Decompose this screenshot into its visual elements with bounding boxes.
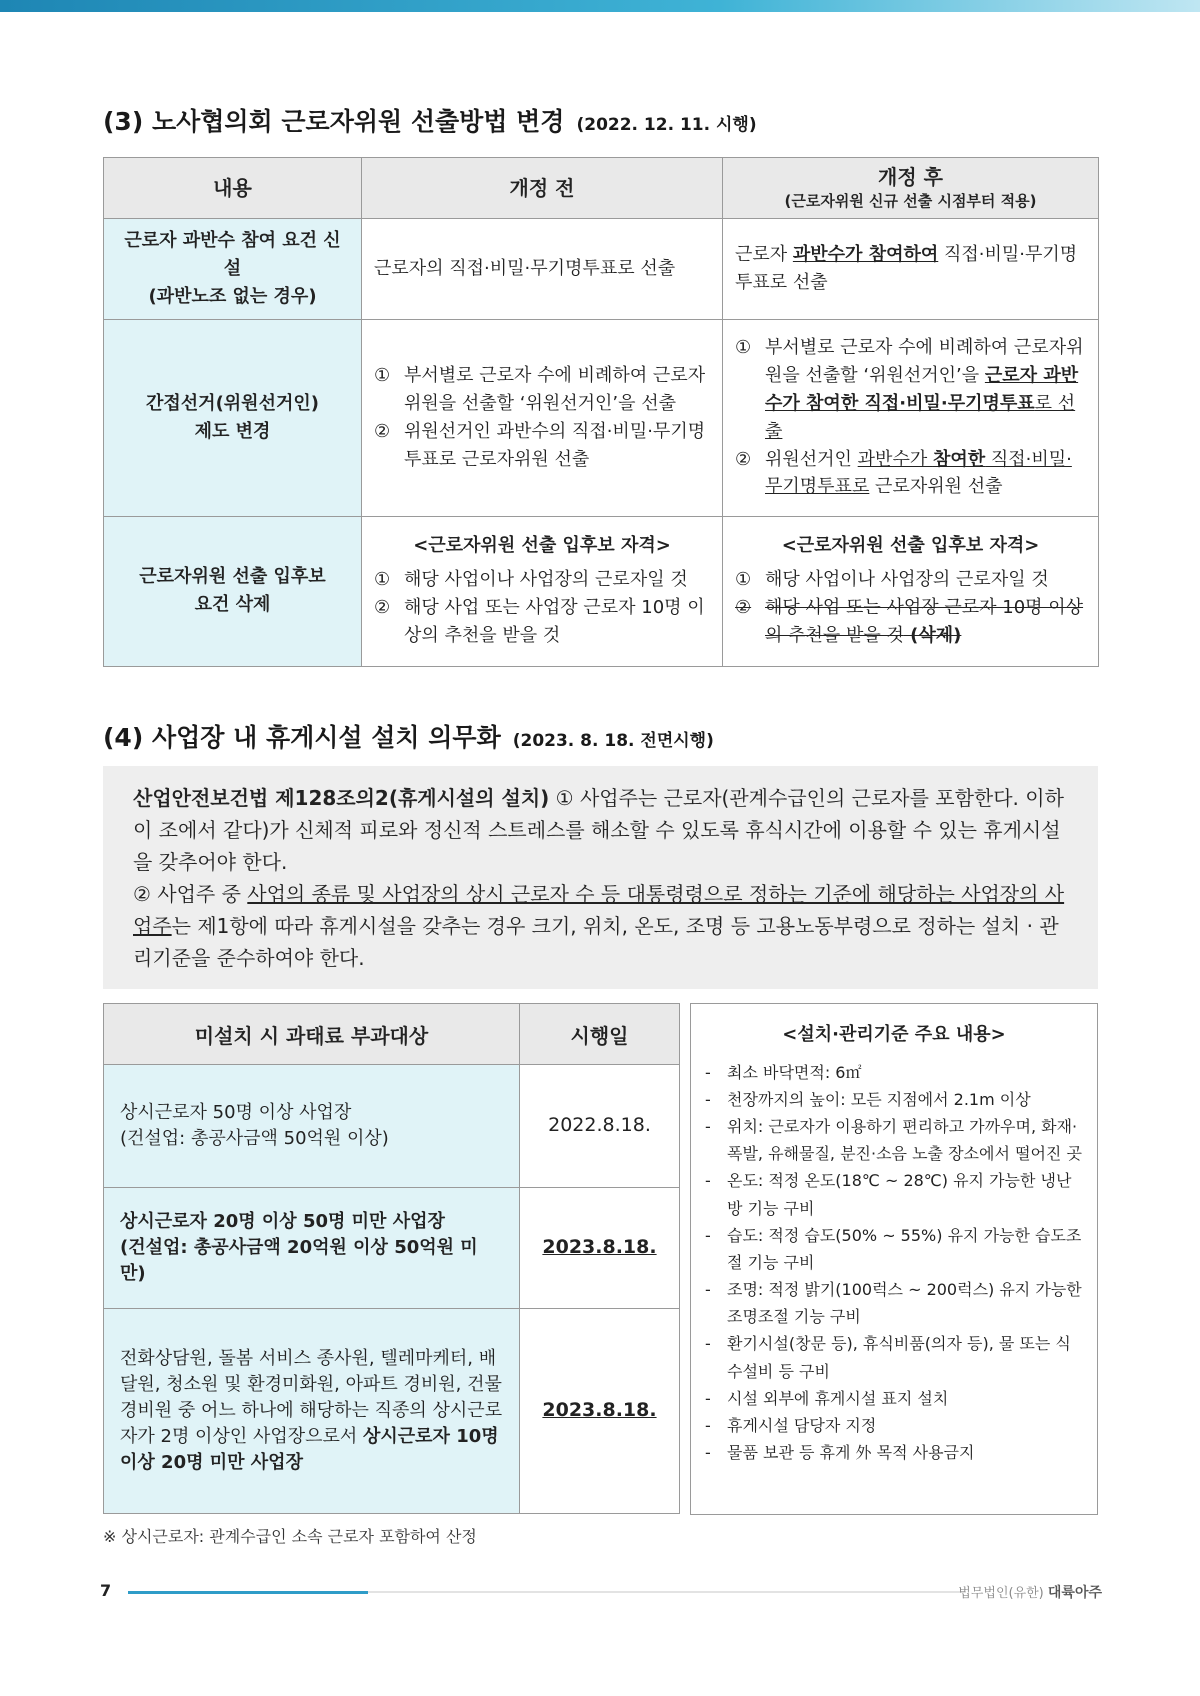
law-excerpt-box — [103, 766, 1098, 989]
target-cell — [104, 1188, 520, 1309]
row-label-line: 제도 변경 — [194, 420, 271, 442]
emphasis-text: 근로자 과반수가 참여한 직접·비밀·무기명투표 — [765, 364, 1079, 414]
table-header-row — [104, 1004, 680, 1065]
list-number: ② — [735, 597, 752, 619]
footer-line — [128, 1591, 966, 1593]
dash-bullet: - — [705, 1225, 711, 1245]
list-text: 해당 사업 또는 사업장 근로자 10명 이상의 추천을 받을 것 — [404, 597, 705, 647]
list-item — [374, 362, 710, 418]
before-cell — [362, 319, 723, 516]
list-number: ② — [374, 420, 391, 442]
page-number: 7 — [100, 1581, 112, 1600]
text-run: 전화상담원, 돌봄 서비스 종사원, 텔레마케터, 배달원, 청소원 및 환경미화원, 아파트 경비원, 건물 경비원 중 어느 하나에 해당하는 직종의 상시근로자가 2명 이상인 사업장으로서 — [120, 1347, 503, 1448]
dash-bullet: - — [705, 1062, 711, 1082]
standards-item-text: 휴게시설 담당자 지정 — [727, 1416, 877, 1436]
row-label-line: 근로자위원 선출 입후보 — [139, 566, 326, 588]
target-cell — [104, 1309, 520, 1514]
list-item — [735, 446, 1086, 502]
section-4-title: (4) 사업장 내 휴게시설 설치 의무화 — [103, 723, 501, 752]
numbered-list — [735, 334, 1086, 501]
standards-item-text: 시설 외부에 휴게시설 표지 설치 — [727, 1388, 949, 1408]
col-header-content: 내용 — [104, 158, 362, 219]
text-run: ① 사업주는 근로자(관계수급인의 근로자를 포함한다. 이하 이 조에서 같다)가 신체적 피로와 정신적 스트레스를 해소할 수 있도록 휴식시간에 이용할 수 있는 휴게시설을 갖추어야 한다. — [133, 786, 1064, 874]
deleted-tag: (삭제) — [903, 625, 962, 647]
law-paragraph-1 — [133, 782, 1068, 878]
after-cell — [723, 319, 1099, 516]
list-text: 해당 사업이나 사업장의 근로자일 것 — [404, 569, 688, 591]
col-header-before: 개정 전 — [362, 158, 723, 219]
standards-item — [705, 1385, 1083, 1412]
table-row — [104, 1309, 680, 1514]
list-number: ① — [374, 569, 391, 591]
law-article-title: 산업안전보건법 제128조의2(휴게시설의 설치) — [133, 786, 550, 810]
list-number: ② — [735, 448, 752, 470]
section-3-date: (2022. 12. 11. 시행) — [576, 115, 757, 135]
section-4-date: (2023. 8. 18. 전면시행) — [512, 731, 714, 751]
numbered-list — [374, 362, 710, 474]
dash-bullet: - — [705, 1116, 711, 1136]
footnote: ※ 상시근로자: 관계수급인 소속 근로자 포함하여 산정 — [103, 1527, 477, 1546]
standards-item — [705, 1276, 1083, 1330]
standards-item-text: 위치: 근로자가 이용하기 편리하고 가까우며, 화재·폭발, 유해물질, 분진·소음 노출 장소에서 떨어진 곳 — [727, 1116, 1082, 1164]
standards-item — [705, 1412, 1083, 1439]
standards-item-text: 온도: 적정 온도(18℃ ~ 28℃) 유지 가능한 냉난방 기능 구비 — [727, 1171, 1072, 1218]
standards-item-text: 환기시설(창문 등), 휴식비품(의자 등), 물 또는 식수설비 등 구비 — [727, 1334, 1071, 1381]
after-cell — [723, 516, 1099, 666]
target-cell — [104, 1065, 520, 1188]
standards-box — [690, 1003, 1098, 1515]
standards-title: <설치·관리기준 주요 내용> — [782, 1024, 1006, 1045]
list-text: 위원선거인 과반수의 직접·비밀·무기명투표로 근로자위원 선출 — [404, 420, 706, 470]
underlined-text: 직접·비밀·무기명투표로 — [765, 448, 1072, 498]
col-header-after — [723, 158, 1099, 219]
standards-item-text: 최소 바닥면적: 6㎡ — [727, 1062, 862, 1082]
dash-bullet: - — [705, 1089, 711, 1109]
dash-bullet: - — [705, 1416, 711, 1436]
text-run: 직접·비밀·무기명투표로 선출 — [735, 243, 1078, 293]
standards-item-text: 물품 보관 등 휴게 外 목적 사용금지 — [727, 1443, 975, 1463]
top-accent-bar — [0, 0, 1200, 12]
underlined-text: 사업의 종류 및 사업장의 상시 근로자 수 등 대통령령으로 정하는 기준에 해당하는 사업장의 사업주 — [133, 882, 1065, 938]
section-4-heading — [103, 718, 714, 754]
target-line: (건설업: 총공사금액 50억원 이상) — [120, 1128, 389, 1149]
section-3-heading — [103, 102, 757, 138]
table-row — [104, 1188, 680, 1309]
law-paragraph-2 — [133, 878, 1068, 974]
table-row — [104, 1065, 680, 1188]
target-line: (건설업: 총공사금액 20억원 이상 50억원 미만) — [120, 1236, 478, 1285]
row-label-line: 근로자 과반수 참여 요건 신설 — [124, 230, 341, 279]
standards-list — [705, 1059, 1083, 1467]
list-text — [765, 446, 1086, 502]
text-run: 근로자위원 선출 — [869, 476, 1003, 498]
before-cell: 근로자의 직접·비밀·무기명투표로 선출 — [362, 219, 723, 320]
list-number: ① — [374, 364, 391, 386]
standards-item — [705, 1086, 1083, 1113]
underlined-text: 로 선출 — [765, 392, 1076, 442]
standards-item-text: 습도: 적정 습도(50% ~ 55%) 유지 가능한 습도조절 기능 구비 — [727, 1225, 1082, 1272]
text-run: ② 사업주 중 — [133, 882, 248, 906]
dash-bullet: - — [705, 1171, 711, 1191]
table-row — [104, 516, 1099, 666]
election-method-table — [103, 157, 1099, 667]
cell-subheading: <근로자위원 선출 입후보 자격> — [413, 535, 671, 557]
col-header-after-title: 개정 후 — [878, 165, 943, 190]
emphasis-text: 과반수가 참여하여 — [792, 243, 939, 265]
table-row — [104, 219, 1099, 320]
cell-subheading: <근로자위원 선출 입후보 자격> — [781, 535, 1040, 557]
standards-item — [705, 1059, 1083, 1086]
col-header-date: 시행일 — [520, 1004, 680, 1065]
firm-brand: 대륙아주 — [1047, 1585, 1102, 1601]
standards-item-text: 천장까지의 높이: 모든 지점에서 2.1m 이상 — [727, 1089, 1031, 1109]
section-3-title: (3) 노사협의회 근로자위원 선출방법 변경 — [103, 107, 565, 136]
row-label-line: 간접선거(위원선거인) — [146, 392, 319, 414]
list-number: ② — [374, 597, 391, 619]
text-run: 위원선거인 — [765, 448, 858, 470]
standards-item — [705, 1330, 1083, 1384]
row-label — [104, 516, 362, 666]
list-item — [374, 418, 710, 474]
row-label — [104, 219, 362, 320]
standards-item — [705, 1439, 1083, 1466]
emphasis-text: 상시근로자 10명 이상 20명 미만 사업장 — [120, 1426, 499, 1474]
numbered-list — [735, 566, 1086, 650]
strikethrough-text: 해당 사업 또는 사업장 근로자 10명 이상의 추천을 받을 것 — [765, 597, 1084, 647]
footer-line-accent — [128, 1591, 368, 1594]
after-cell — [723, 219, 1099, 320]
list-item-deleted — [735, 594, 1086, 650]
list-item — [735, 334, 1086, 446]
table-header-row — [104, 158, 1099, 219]
firm-name — [958, 1582, 1102, 1602]
row-label — [104, 319, 362, 516]
standards-item — [705, 1222, 1083, 1276]
target-line: 상시근로자 50명 이상 사업장 — [120, 1101, 352, 1123]
dash-bullet: - — [705, 1443, 711, 1463]
numbered-list — [374, 566, 710, 650]
text-run: 부서별로 근로자 수에 비례하여 근로자위원을 선출할 ‘위원선거인’을 — [765, 337, 1084, 386]
list-text — [765, 334, 1086, 446]
firm-prefix: 법무법인(유한) — [958, 1586, 1048, 1601]
emphasis-text: 참여한 — [932, 448, 986, 470]
standards-item-text: 조명: 적정 밝기(100럭스 ~ 200럭스) 유지 가능한 조명조절 기능 구비 — [727, 1280, 1082, 1327]
effective-date: 2023.8.18. — [520, 1188, 680, 1309]
standards-item — [705, 1113, 1083, 1167]
list-text: 부서별로 근로자 수에 비례하여 근로자위원을 선출할 ‘위원선거인’을 선출 — [404, 364, 706, 414]
dash-bullet: - — [705, 1388, 711, 1408]
list-item — [374, 566, 710, 594]
list-item — [735, 566, 1086, 594]
row-label-line: 요건 삭제 — [194, 594, 271, 616]
standards-item — [705, 1167, 1083, 1221]
effective-date: 2023.8.18. — [520, 1309, 680, 1514]
penalty-target-table — [103, 1003, 680, 1514]
before-cell — [362, 516, 723, 666]
list-item — [374, 594, 710, 650]
table-row — [104, 319, 1099, 516]
list-number: ① — [735, 569, 752, 591]
row-label-line: (과반노조 없는 경우) — [148, 285, 317, 307]
dash-bullet: - — [705, 1280, 711, 1300]
list-text — [765, 594, 1086, 650]
list-number: ① — [735, 337, 752, 358]
text-run: 는 제1항에 따라 휴게시설을 갖추는 경우 크기, 위치, 온도, 조명 등 고용노동부령으로 정하는 설치 · 관리기준을 준수하여야 한다. — [133, 914, 1059, 970]
list-text: 해당 사업이나 사업장의 근로자일 것 — [765, 569, 1049, 591]
text-run: 근로자 — [735, 243, 793, 265]
target-line: 상시근로자 20명 이상 50명 미만 사업장 — [120, 1210, 445, 1232]
dash-bullet: - — [705, 1334, 711, 1354]
effective-date: 2022.8.18. — [520, 1065, 680, 1188]
col-header-target: 미설치 시 과태료 부과대상 — [104, 1004, 520, 1065]
col-header-after-note: (근로자위원 신규 선출 시점부터 적용) — [784, 192, 1037, 211]
underlined-text: 과반수가 — [857, 448, 933, 470]
